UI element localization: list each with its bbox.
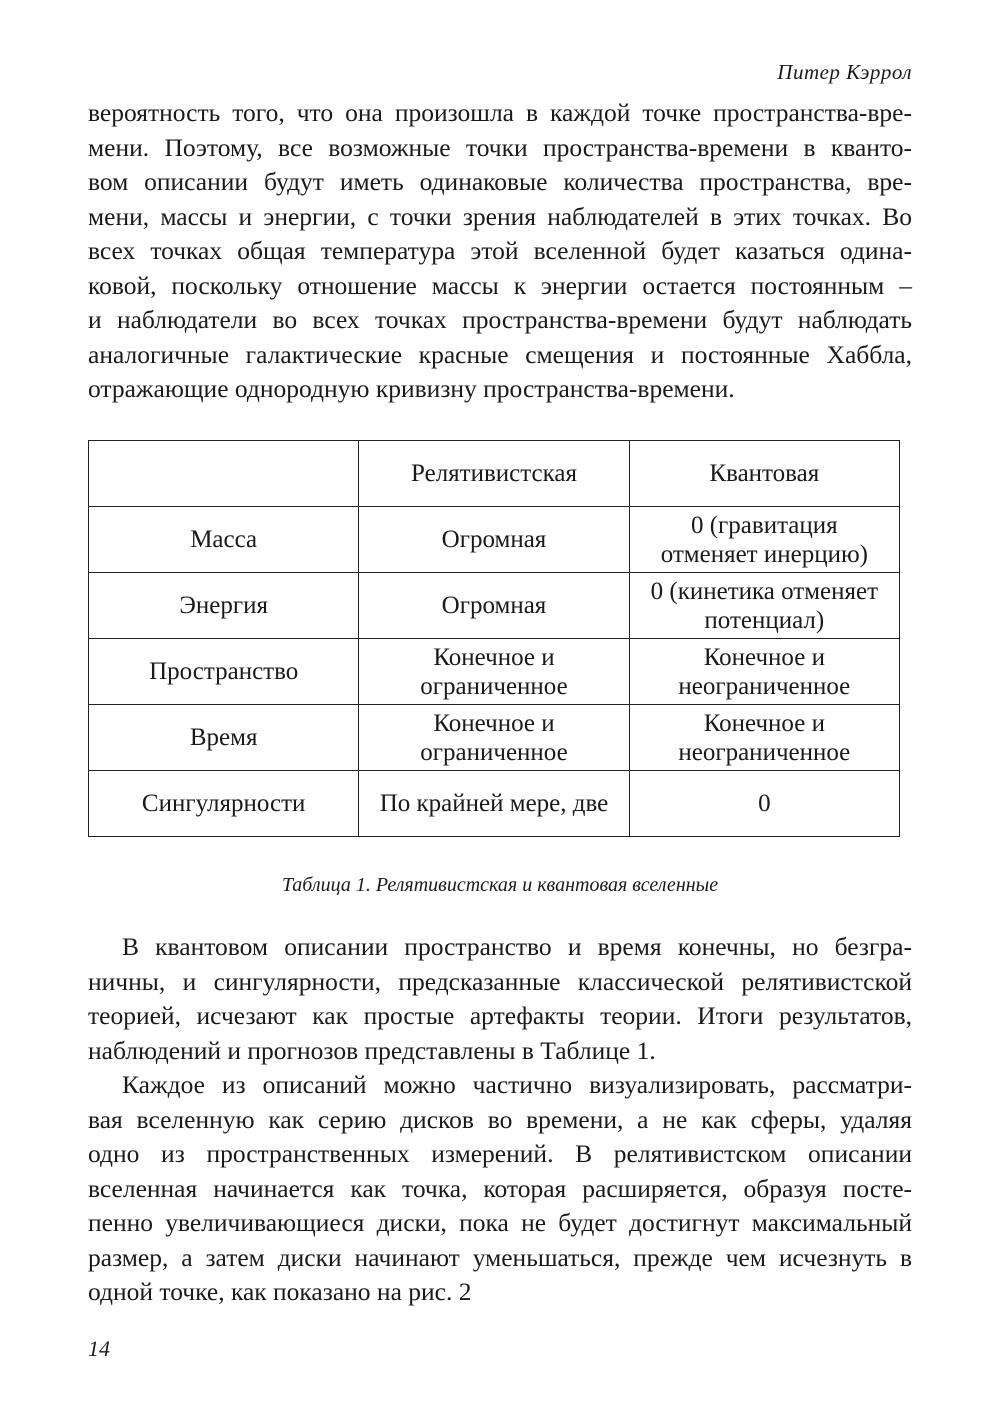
table-cell: 0 bbox=[629, 771, 899, 837]
text-line: ковой, поскольку отношение массы к энергии остается постоянным – bbox=[88, 270, 912, 300]
table-header-row bbox=[89, 441, 900, 507]
table-row bbox=[89, 507, 900, 573]
table-cell: Конечное и ограниченное bbox=[359, 639, 629, 705]
text-line: ничны, и сингулярности, предсказанные классической релятивистской bbox=[88, 966, 912, 996]
paragraph bbox=[88, 96, 912, 407]
table-cell: 0 (кинетика отменяет потенциал) bbox=[629, 573, 899, 639]
table-row bbox=[89, 573, 900, 639]
text-line: аналогичные галактические красные смещения и постоянные Хаббла, bbox=[88, 339, 912, 369]
table-cell: Конечное и неограниченное bbox=[629, 705, 899, 771]
text-line: Каждое из описаний можно частично визуализировать, рассматри- bbox=[122, 1070, 912, 1099]
text-line: размер, а затем диски начинают уменьшаться, прежде чем исчезнуть в bbox=[88, 1242, 912, 1272]
text-line: мени, массы и энергии, с точки зрения наблюдателей в этих точках. Во bbox=[88, 201, 912, 231]
text-line: одно из пространственных измерений. В релятивистском описании bbox=[88, 1139, 912, 1168]
table-cell: Квантовая bbox=[629, 441, 899, 507]
table-row bbox=[89, 771, 900, 837]
table-cell: Конечное и неограниченное bbox=[629, 639, 899, 705]
paragraph bbox=[88, 1068, 912, 1310]
row-label-cell bbox=[89, 441, 359, 507]
row-label-cell: Пространство bbox=[89, 639, 359, 705]
text-line: одной точке, как показано на рис. 2 bbox=[88, 1277, 472, 1306]
table-cell: Огромная bbox=[359, 573, 629, 639]
table-row bbox=[89, 639, 900, 705]
text-line: всех точках общая температура этой вселенной будет казаться одина- bbox=[88, 236, 912, 265]
page-number: 14 bbox=[88, 1336, 110, 1361]
table-cell: По крайней мере, две bbox=[359, 771, 629, 837]
row-label-cell: Энергия bbox=[89, 573, 359, 639]
text-line: и наблюдатели во всех точках пространства-времени будут наблюдать bbox=[88, 305, 912, 334]
row-label-cell: Масса bbox=[89, 507, 359, 573]
table-cell: 0 (гравитация отменяет инерцию) bbox=[629, 507, 899, 573]
text-line: наблюдений и прогнозов представлены в Таблице 1. bbox=[88, 1035, 656, 1065]
text-line: вом описании будут иметь одинаковые количества пространства, вре- bbox=[88, 167, 912, 196]
row-label-cell: Время bbox=[89, 705, 359, 771]
table-row bbox=[89, 705, 900, 771]
comparison-table bbox=[88, 440, 900, 837]
table-cell: Конечное и ограниченное bbox=[359, 705, 629, 771]
paragraph bbox=[88, 930, 912, 1068]
text-line: отражающие однородную кривизну пространства-времени. bbox=[88, 374, 735, 403]
text-line: пенно увеличивающиеся диски, пока не будет достигнут максимальный bbox=[88, 1208, 912, 1237]
running-head: Питер Кэррол bbox=[777, 60, 912, 84]
text-line: вселенная начинается как точка, которая расширяется, образуя посте- bbox=[88, 1173, 912, 1203]
text-line: вероятность того, что она произошла в каждой точке пространства-вре- bbox=[88, 98, 912, 127]
table-cell: Релятивистская bbox=[359, 441, 629, 507]
table-caption: Таблица 1. Релятивистская и квантовая вселенные bbox=[281, 874, 719, 896]
text-line: мени. Поэтому, все возможные точки пространства-времени в кванто- bbox=[88, 132, 912, 162]
text-line: теорией, исчезают как простые артефакты теории. Итоги результатов, bbox=[88, 1001, 912, 1030]
row-label-cell: Сингулярности bbox=[89, 771, 359, 837]
table-cell: Огромная bbox=[359, 507, 629, 573]
text-line: вая вселенную как серию дисков во времени, а не как сферы, удаляя bbox=[88, 1104, 912, 1134]
text-line: В квантовом описании пространство и время конечны, но безгра- bbox=[122, 932, 912, 961]
